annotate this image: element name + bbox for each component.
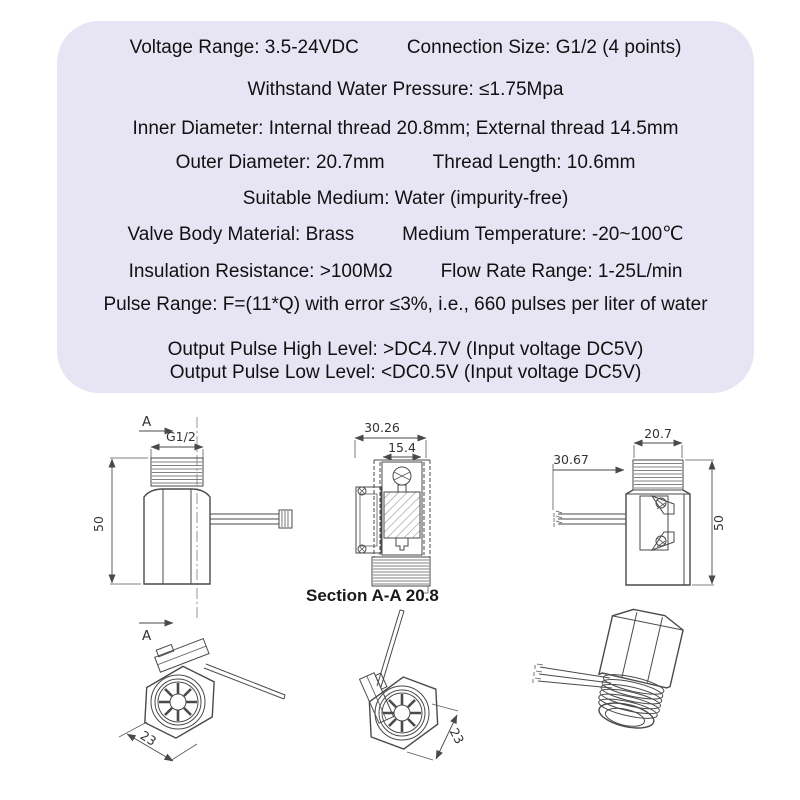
drawing-side-view-right <box>553 426 726 585</box>
spec-row <box>81 78 730 101</box>
probe-wire <box>377 610 404 687</box>
spec-row <box>81 117 730 140</box>
spec-insulation-resistance: Insulation Resistance: >100MΩ <box>128 261 393 282</box>
outer-dim-label: 30.26 <box>364 420 400 435</box>
thread-dia-label: 20.7 <box>644 426 672 441</box>
height-dim-label: 50 <box>91 516 106 532</box>
spec-inner-diameter: Inner Diameter: Internal thread 20.8mm; External thread 14.5mm <box>132 118 679 139</box>
section-marker-a-top: A <box>142 414 152 430</box>
spec-row <box>81 361 730 384</box>
spec-voltage-range: Voltage Range: 3.5-24VDC <box>129 37 359 58</box>
spec-outer-diameter: Outer Diameter: 20.7mm <box>175 152 385 173</box>
spec-connection-size: Connection Size: G1/2 (4 points) <box>406 37 682 58</box>
technical-drawings-svg <box>0 390 800 800</box>
lower-thread-section <box>372 557 430 586</box>
width-dim-label: 23 <box>446 725 468 747</box>
spec-pulse-range: Pulse Range: F=(11*Q) with error ≤3%, i.e., 660 pulses per liter of water <box>103 294 708 315</box>
sensor-wires <box>554 511 626 527</box>
hex-face <box>368 676 439 750</box>
spec-row <box>81 36 730 59</box>
spec-row <box>81 151 730 174</box>
length-dim-label: 30.67 <box>553 452 589 467</box>
sensor-housing-section <box>356 487 381 553</box>
turbine-impeller <box>159 683 197 721</box>
spec-output-pulse-high: Output Pulse High Level: >DC4.7V (Input voltage DC5V) <box>167 339 644 360</box>
turbine-impeller <box>383 694 421 732</box>
spec-row <box>81 187 730 210</box>
spec-valve-material: Valve Body Material: Brass <box>127 224 355 245</box>
male-thread <box>151 458 203 486</box>
width-dim-label: 23 <box>137 727 160 749</box>
spec-panel <box>57 21 754 393</box>
height-dimension <box>685 460 726 585</box>
spec-flow-rate-range: Flow Rate Range: 1-25L/min <box>440 261 683 282</box>
height-dim-label: 50 <box>711 515 726 531</box>
drawing-side-view-left <box>91 414 292 644</box>
sensor-wires <box>210 510 292 528</box>
technical-drawings <box>0 390 800 800</box>
probe-wire <box>204 664 285 699</box>
height-dimension <box>91 458 148 584</box>
drawing-section-view <box>306 420 439 605</box>
hatched-core <box>384 492 420 550</box>
spec-medium-temperature: Medium Temperature: -20~100℃ <box>402 224 684 245</box>
hex-prism <box>589 604 685 734</box>
drawing-iso-overall <box>533 604 685 734</box>
spec-water-pressure: Withstand Water Pressure: ≤1.75Mpa <box>247 79 564 100</box>
spec-row <box>81 260 730 283</box>
inner-dim-label: 15.4 <box>388 440 416 455</box>
section-marker-a-bottom: A <box>142 628 152 644</box>
male-thread-3d <box>596 671 665 723</box>
spec-output-pulse-low: Output Pulse Low Level: <DC0.5V (Input voltage DC5V) <box>169 362 642 383</box>
spec-row <box>81 338 730 361</box>
spec-suitable-medium: Suitable Medium: Water (impurity-free) <box>242 188 569 209</box>
extension-lines <box>634 445 682 458</box>
drawing-iso-front-left <box>119 633 285 761</box>
drawing-iso-front-right <box>359 610 467 760</box>
male-thread <box>633 460 683 490</box>
section-caption: Section A-A 20.8 <box>306 586 439 605</box>
spec-row <box>81 223 730 246</box>
spec-thread-length: Thread Length: 10.6mm <box>432 152 636 173</box>
hex-body <box>144 489 210 584</box>
turbine-rotor-section <box>393 467 411 492</box>
spec-row <box>81 293 730 316</box>
sensor-housing <box>153 633 209 672</box>
thread-size-label: G1/2 <box>166 429 196 444</box>
sensor-housing <box>640 496 674 550</box>
